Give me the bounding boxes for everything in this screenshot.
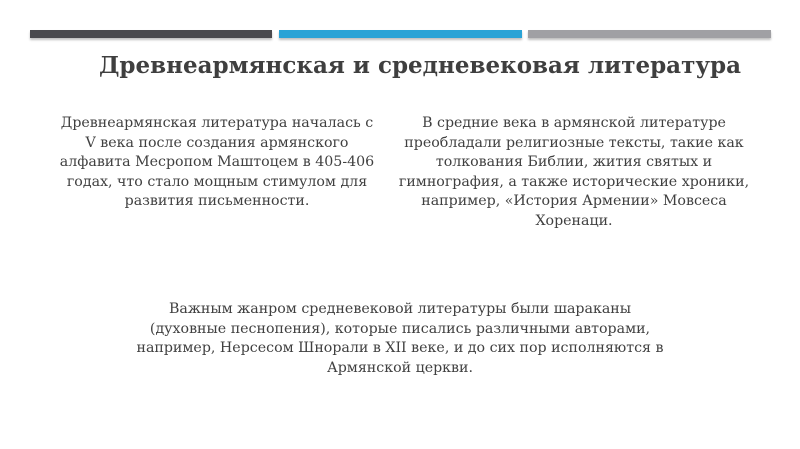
header-bar-gray bbox=[528, 30, 771, 38]
slide-title: Древнеармянская и средневековая литература bbox=[98, 52, 742, 79]
header-bar-blue bbox=[279, 30, 522, 38]
header-bar-dark bbox=[30, 30, 272, 38]
bottom-paragraph: Важным жанром средневековой литературы были шараканы (духовные песнопения), которые писались различными авторами, например, Нерсесом Шнорали в XII веке, и до сих пор исполняются в Армянской церкви. bbox=[136, 301, 664, 376]
right-paragraph: В средние века в армянской литературе преобладали религиозные тексты, такие как толкования Библии, жития святых и гимнография, а также исторические хроники, например, «История Армении» Мовсеса Хоренаци. bbox=[398, 115, 750, 229]
left-paragraph: Древнеармянская литература началась с V века после создания армянского алфавита Месропом Маштоцем в 405-406 годах, что стало мощным стимулом для развития письменности. bbox=[59, 115, 375, 209]
